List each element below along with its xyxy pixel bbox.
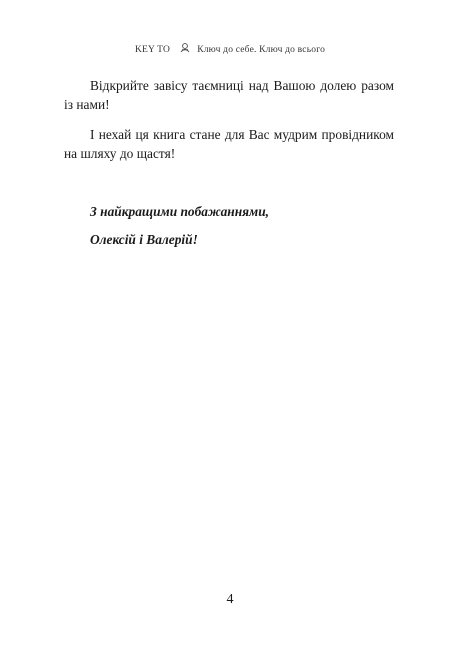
body-paragraph-2	[64, 125, 394, 163]
paragraph-text: І нехай ця книга стане для Вас мудрим провідником на шляху до щастя!	[64, 127, 394, 161]
header-subtitle: Ключ до себе. Ключ до всього	[197, 45, 326, 55]
signature-greeting: З найкращими побажаннями,	[90, 204, 270, 219]
running-header	[0, 42, 460, 55]
signature-names: Олексій і Валерій!	[90, 232, 198, 247]
header-brand: KEY TO	[134, 45, 171, 55]
body-paragraph-1	[64, 76, 394, 114]
paragraph-text: Відкрийте завісу таємниці над Вашою долею разом із нами!	[64, 78, 394, 112]
page-number: 4	[226, 592, 234, 607]
ornament-emblem-icon	[179, 42, 191, 54]
